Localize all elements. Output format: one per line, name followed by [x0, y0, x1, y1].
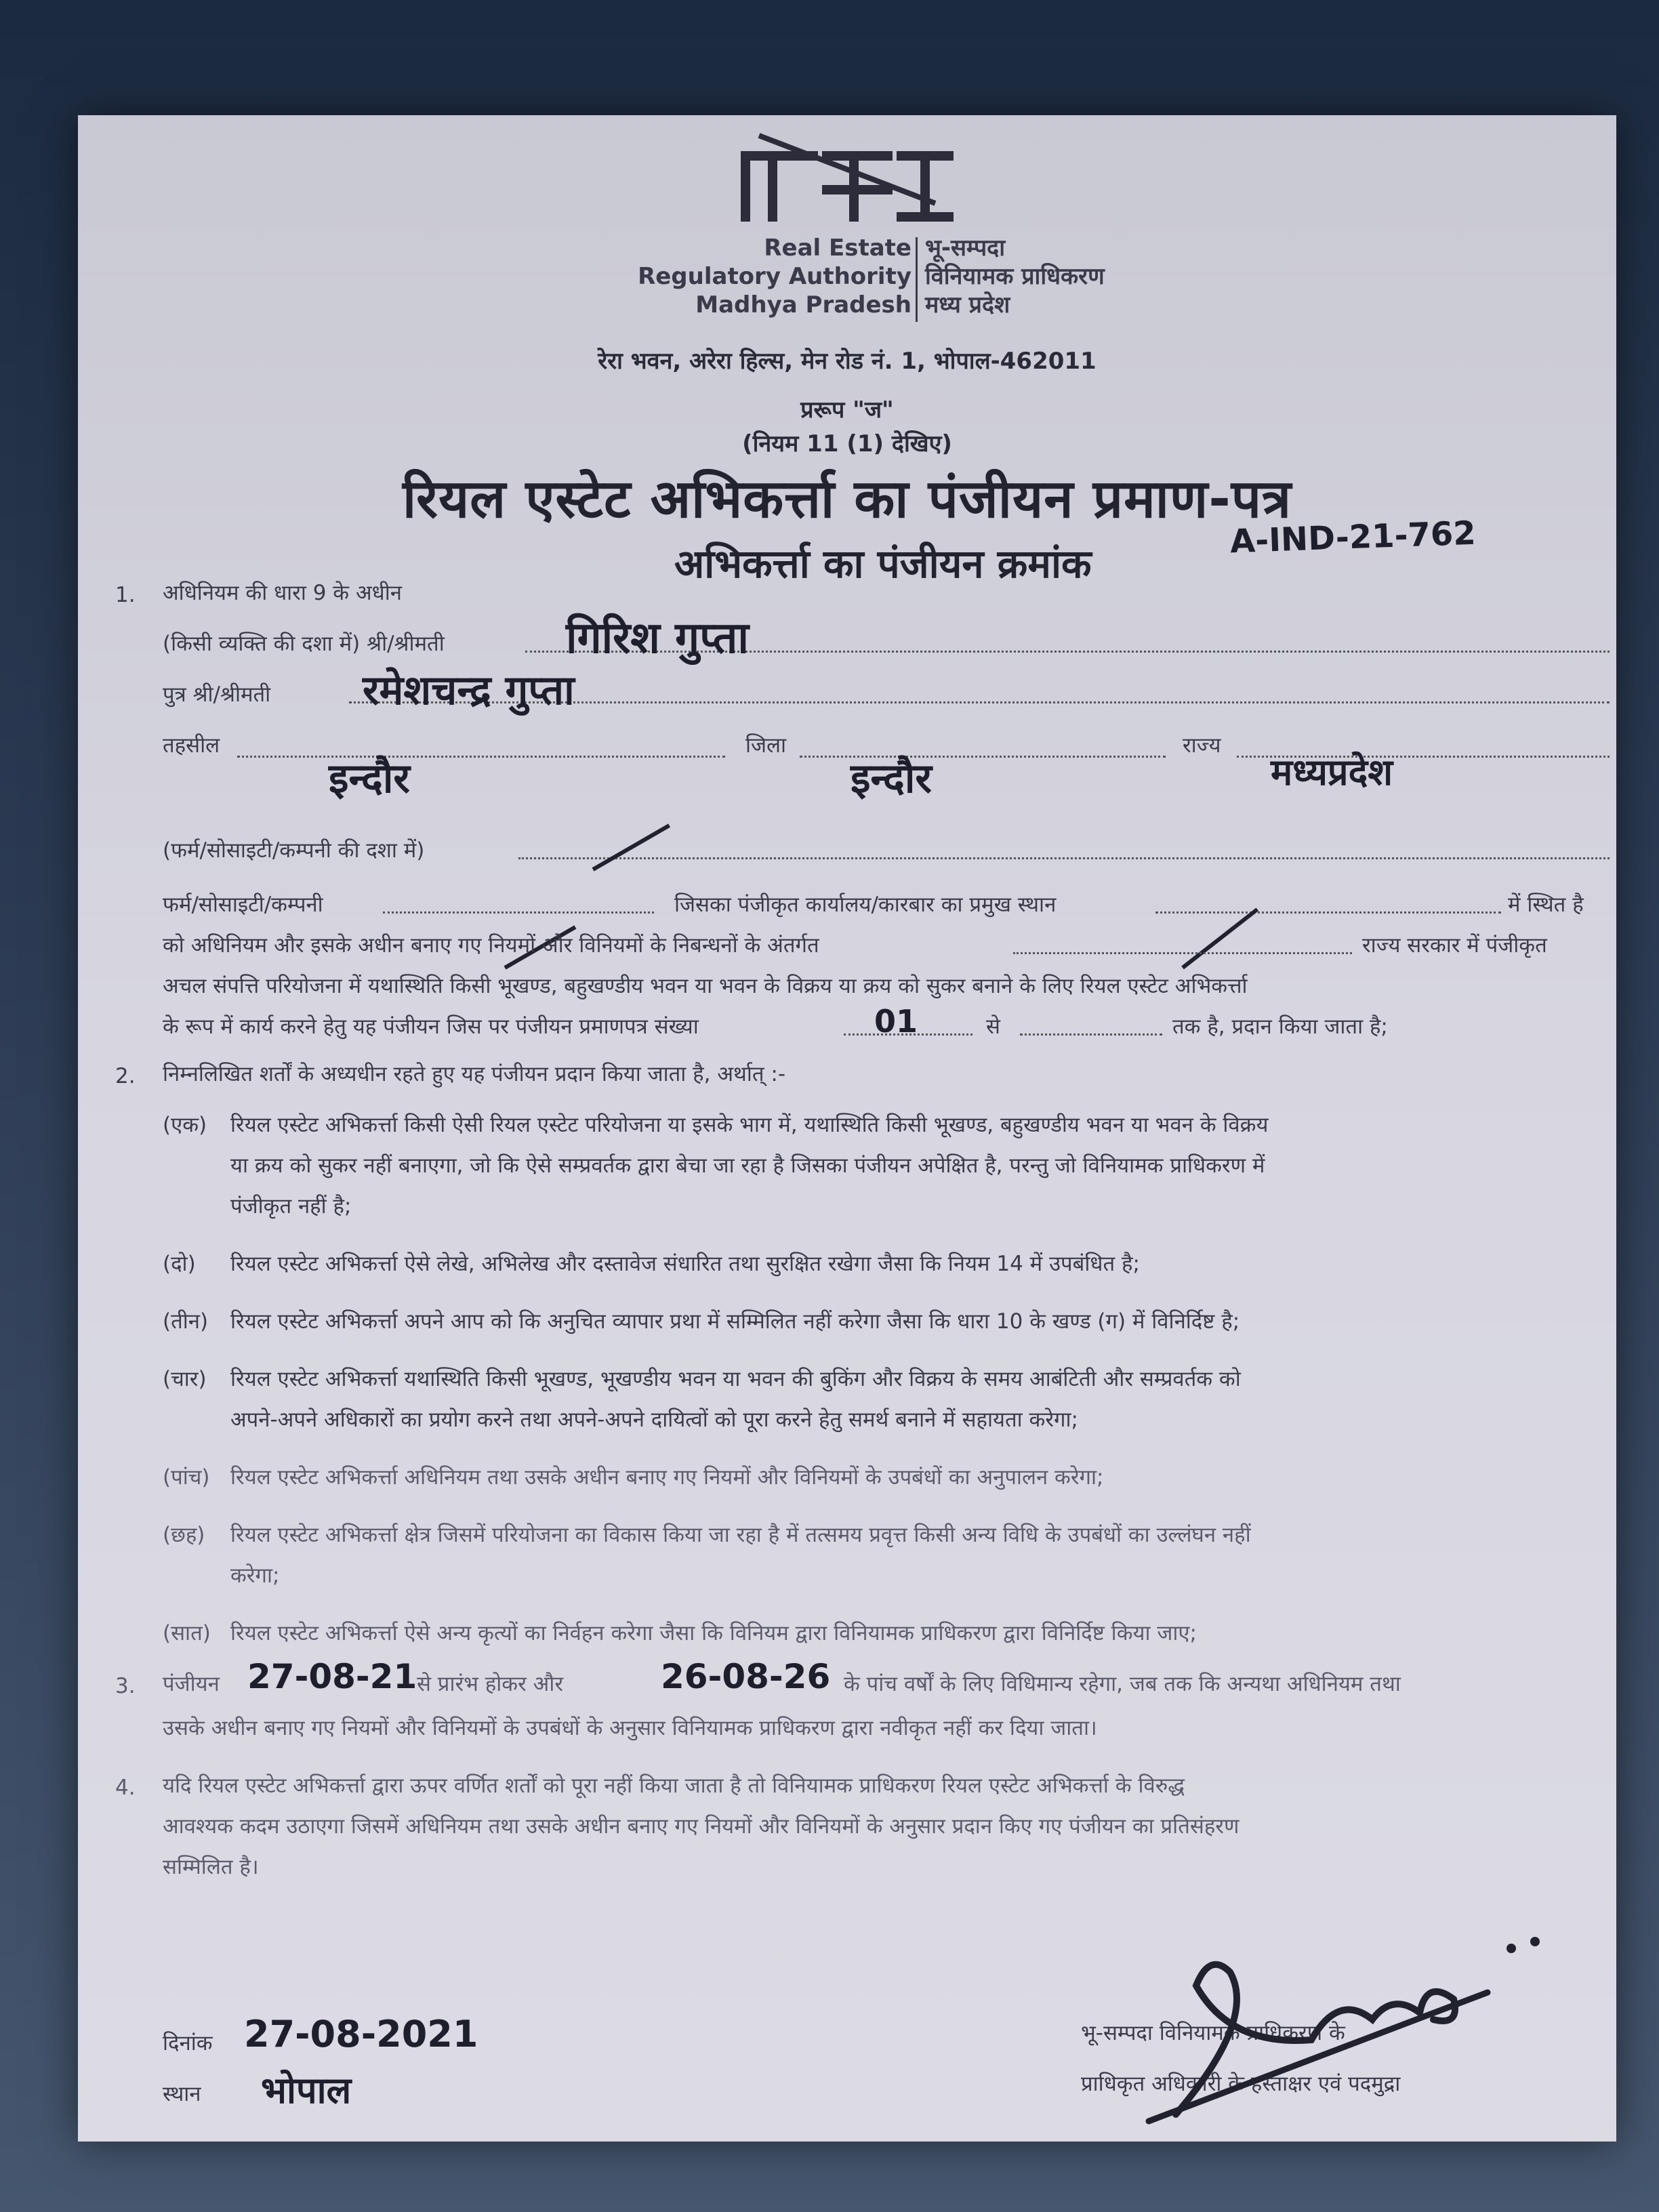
validity-to-date: 26-08-26 [661, 1657, 831, 1696]
section-4-line: यदि रियल एस्टेट अभिकर्त्ता द्वारा ऊपर वर्णित शर्तों को पूरा नहीं किया जाता है तो विनियामक प्राधिकरण रियल एस्टेट अभिकर्त्ता के विरुद्ध [163, 1774, 1185, 1798]
condition-4-line: अपने-अपने अधिकारों का प्रयोग करने तथा अपने-अपने दायित्वों को पूरा करने हेतु समर्थ बनाने में सहायता करेगा; [230, 1408, 1078, 1432]
signature [1135, 1911, 1610, 2128]
condition-3-line: रियल एस्टेट अभिकर्त्ता अपने आप को कि अनुचित व्यापार प्रथा में सम्मिलित नहीं करेगा जैसा कि धारा 10 के खण्ड (ग) में विनिर्दिष्ट है; [230, 1309, 1240, 1334]
firm-name-label: फर्म/सोसाइटी/कम्पनी [163, 893, 323, 917]
condition-2-label: (दो) [163, 1252, 196, 1276]
section-3-c: के पांच वर्षों के लिए विधिमान्य रहेगा, जब तक कि अन्यथा अधिनियम तथा [844, 1672, 1401, 1696]
section-3-b: से प्रारंभ होकर और [417, 1672, 564, 1696]
section-3-line2: उसके अधीन बनाए गए नियमों और विनियमों के उपबंधों के अनुसार विनियामक प्राधिकरण द्वारा नवीकृत नहीं कर दिया जाता। [163, 1716, 1097, 1740]
section-1-line6a: के रूप में कार्य करने हेतु यह पंजीयन जिस पर पंजीयन प्रमाणपत्र संख्या [163, 1015, 699, 1039]
org-name-en: Real Estate Regulatory Authority Madhya Pradesh [638, 234, 912, 319]
rule-reference: (नियम 11 (1) देखिए) [742, 430, 952, 457]
date-label: दिनांक [163, 2031, 213, 2055]
org-name-hi: भू-सम्पदा विनियामक प्राधिकरण मध्य प्रदेश [925, 234, 1105, 319]
individual-label: (किसी व्यक्ति की दशा में) श्री/श्रीमती [163, 632, 445, 656]
issue-place: भोपाल [261, 2069, 352, 2112]
section-1-from: से [986, 1015, 1000, 1039]
section-4-line: सम्मिलित है। [163, 1855, 259, 1879]
state-gov-line [1013, 952, 1352, 954]
condition-1-line: पंजीकृत नहीं है; [230, 1194, 352, 1218]
registration-subtitle: अभिकर्त्ता का पंजीयन क्रमांक [674, 541, 1092, 587]
strike-mark [592, 823, 671, 871]
registration-number: A-IND-21-762 [1229, 514, 1477, 561]
section-3-number: 3. [115, 1674, 136, 1698]
condition-2-line: रियल एस्टेट अभिकर्त्ता ऐसे लेखे, अभिलेख और दस्तावेज संधारित तथा सुरक्षित रखेगा जैसा कि नियम 14 में उपबंधित है; [230, 1252, 1140, 1276]
strike-mark [1181, 907, 1258, 969]
condition-5-label: (पांच) [163, 1465, 210, 1490]
district-label: जिला [745, 733, 787, 758]
firm-label: (फर्म/सोसाइटी/कम्पनी की दशा में) [163, 838, 425, 863]
section-4-line: आवश्यक कदम उठाएगा जिसमें अधिनियम तथा उसके अधीन बनाए गए नियमों और विनियमों के अनुसार प्रदान किए गए पंजीयन का प्रतिसंहरण [163, 1814, 1240, 1839]
validity-from-date: 27-08-21 [247, 1657, 417, 1696]
parent-name: रमेशचन्द्र गुप्ता [363, 667, 575, 714]
certificate-number: 01 [874, 1003, 918, 1040]
section-2-number: 2. [115, 1064, 136, 1088]
condition-1-line: रियल एस्टेट अभिकर्त्ता किसी ऐसी रियल एस्टेट परियोजना या इसके भाग में, यथास्थिति किसी भूखण्ड, बहुखण्डीय भवन या भवन के विक्रय [230, 1113, 1269, 1137]
section-1-line4a: को अधिनियम और इसके अधीन बनाए गए नियमों और विनियमों के निबन्धनों के अंतर्गत [163, 933, 819, 958]
office-line [1155, 912, 1501, 914]
tehsil-value: इन्दौर [329, 755, 410, 802]
section-3-a: पंजीयन [163, 1672, 220, 1696]
condition-6-label: (छह) [163, 1523, 205, 1547]
district-value: इन्दौर [851, 755, 932, 802]
issue-date: 27-08-2021 [244, 2013, 478, 2055]
office-address: रेरा भवन, अरेरा हिल्स, मेन रोड नं. 1, भोपाल-462011 [598, 348, 1097, 375]
signatory-line2: प्राधिकृत अधिकारी के हस्ताक्षर एवं पदमुद्रा [1081, 2072, 1401, 2096]
condition-5-line: रियल एस्टेट अभिकर्त्ता अधिनियम तथा उसके अधीन बनाए गए नियमों और विनियमों के उपबंधों का अनुपालन करेगा; [230, 1465, 1104, 1490]
certificate-title: रियल एस्टेट अभिकर्त्ता का पंजीयन प्रमाण-पत्र [402, 469, 1292, 530]
tehsil-line [237, 756, 725, 758]
condition-7-label: (सात) [163, 1621, 211, 1645]
certificate-page [78, 115, 1616, 2142]
section-1-line6c: तक है, प्रदान किया जाता है; [1172, 1015, 1388, 1039]
condition-4-label: (चार) [163, 1367, 207, 1391]
condition-7-line: रियल एस्टेट अभिकर्त्ता ऐसे अन्य कृत्यों का निर्वहन करेगा जैसा कि विनियम द्वारा विनियामक प्राधिकरण द्वारा विनिर्दिष्ट किया जाए; [230, 1621, 1197, 1645]
header-divider [916, 237, 918, 322]
section-1-line5: अचल संपत्ति परियोजना में यथास्थिति किसी भूखण्ड, बहुखण्डीय भवन या भवन के विक्रय या क्रय को सुकर बनाने के लिए रियल एस्टेट अभिकर्त्ता [163, 974, 1248, 998]
condition-1-label: (एक) [163, 1113, 207, 1137]
office-label: जिसका पंजीकृत कार्यालय/कारबार का प्रमुख स्थान [674, 893, 1057, 917]
section-2-intro: निम्नलिखित शर्तों के अध्यधीन रहते हुए यह पंजीयन प्रदान किया जाता है, अर्थात् :- [163, 1062, 786, 1086]
condition-6-line: रियल एस्टेट अभिकर्त्ता क्षेत्र जिसमें परियोजना का विकास किया जा रहा है में तत्समय प्रवृत्त किसी अन्य विधि के उपबंधों का उल्लंघन नहीं [230, 1523, 1251, 1547]
section-4-number: 4. [115, 1776, 136, 1800]
section-1-intro: अधिनियम की धारा 9 के अधीन [163, 581, 402, 605]
state-value: मध्यप्रदेश [1271, 751, 1393, 794]
rera-logo-icon [732, 129, 962, 230]
condition-1-line: या क्रय को सुकर नहीं बनाएगा, जो कि ऐसे सम्प्रवर्तक द्वारा बेचा जा रहा है जिसका पंजीयन अपेक्षित है, परन्तु जो विनियामक प्राधिकरण में [230, 1153, 1265, 1178]
validity-line [1020, 1033, 1162, 1036]
form-id: प्ररूप "ज" [800, 396, 894, 424]
section-1-line4b: राज्य सरकार में पंजीकृत [1362, 933, 1547, 958]
rera-logo [78, 129, 1616, 230]
section-1-number: 1. [115, 583, 136, 607]
condition-3-label: (तीन) [163, 1309, 209, 1334]
signatory-line1: भू-सम्पदा विनियामक प्राधिकरण के [1081, 2021, 1345, 2045]
located-label: में स्थित है [1508, 893, 1584, 917]
tehsil-label: तहसील [163, 733, 220, 758]
firm-line [518, 857, 1610, 859]
state-label: राज्य [1183, 733, 1221, 758]
condition-4-line: रियल एस्टेट अभिकर्त्ता यथास्थिति किसी भूखण्ड, भूखण्डीय भवन या भवन की बुकिंग और विक्रय के समय आबंटिती और सम्प्रवर्तक को [230, 1367, 1241, 1391]
place-label: स्थान [163, 2082, 201, 2106]
firm-name-line [383, 912, 654, 914]
condition-6-line: करेगा; [230, 1563, 280, 1588]
individual-name: गिरिश गुप्ता [566, 613, 749, 663]
parent-label: पुत्र श्री/श्रीमती [163, 682, 271, 707]
